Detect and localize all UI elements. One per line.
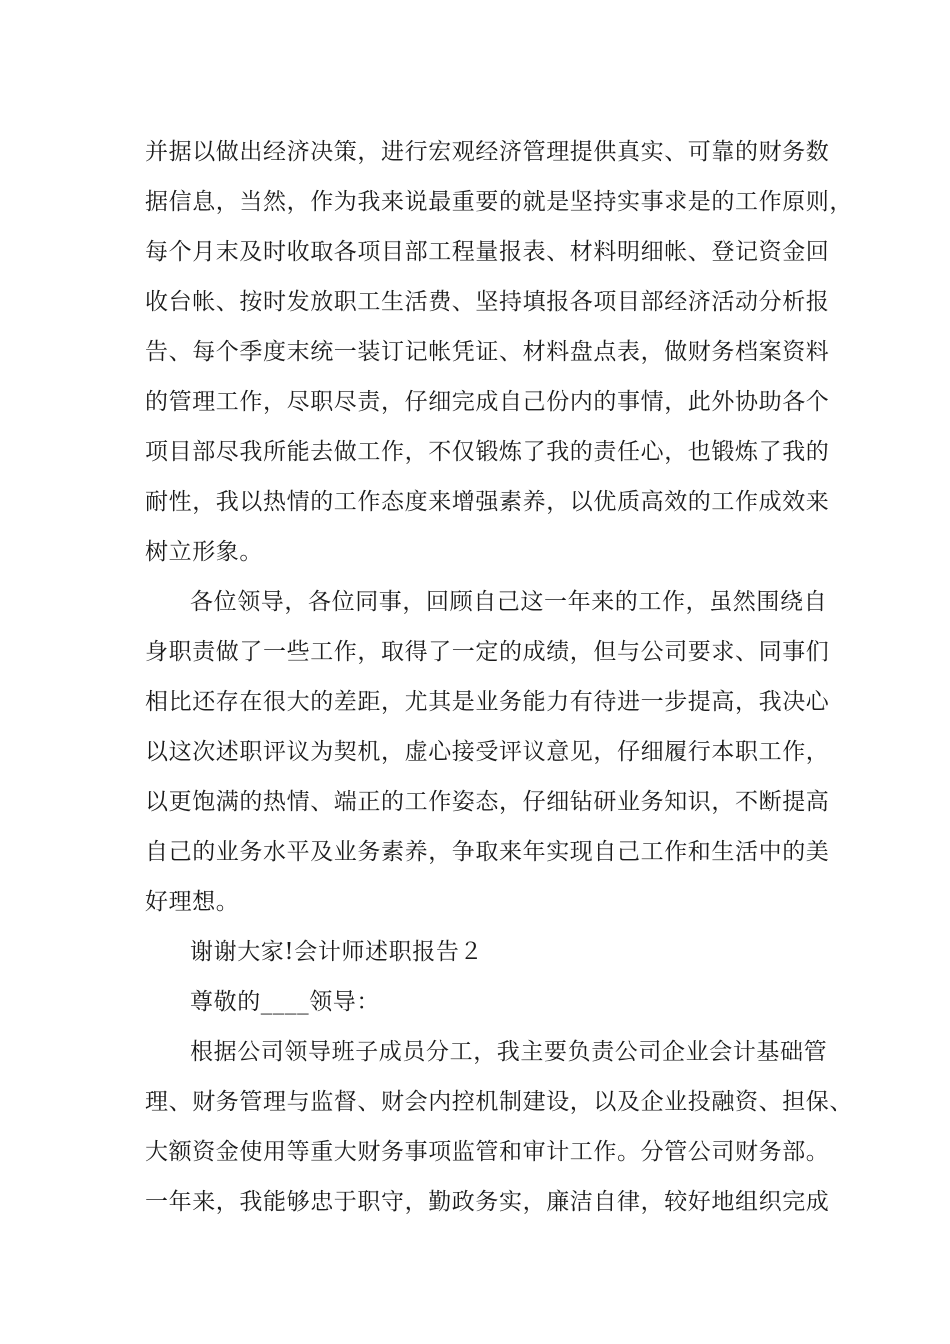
body-text-line: 项目部尽我所能去做工作，不仅锻炼了我的责任心，也锻炼了我的 bbox=[145, 439, 830, 465]
body-text-line: 树立形象。 bbox=[145, 539, 263, 565]
body-text-line: 告、每个季度末统一装订记帐凭证、材料盘点表，做财务档案资料 bbox=[145, 339, 830, 365]
body-text-line: 据信息，当然，作为我来说最重要的就是坚持实事求是的工作原则， bbox=[145, 189, 853, 215]
body-text-line: 好理想。 bbox=[145, 889, 240, 915]
body-text-line: 并据以做出经济决策，进行宏观经济管理提供真实、可靠的财务数 bbox=[145, 139, 830, 165]
body-text-line: 耐性，我以热情的工作态度来增强素养，以优质高效的工作成效来 bbox=[145, 489, 830, 515]
body-text-line: 相比还存在很大的差距，尤其是业务能力有待进一步提高，我决心 bbox=[145, 689, 830, 715]
body-text-line: 大额资金使用等重大财务事项监管和审计工作。分管公司财务部。 bbox=[145, 1139, 830, 1165]
body-text-line: 每个月末及时收取各项目部工程量报表、材料明细帐、登记资金回 bbox=[145, 239, 830, 265]
paragraph-first-line: 根据公司领导班子成员分工，我主要负责公司企业会计基础管 bbox=[190, 1039, 828, 1065]
section-title: 谢谢大家!会计师述职报告２ bbox=[190, 939, 484, 965]
body-text-line: 身职责做了一些工作，取得了一定的成绩，但与公司要求、同事们 bbox=[145, 639, 830, 665]
paragraph-first-line: 各位领导，各位同事，回顾自己这一年来的工作，虽然围绕自 bbox=[190, 589, 828, 615]
body-text-line: 的管理工作，尽职尽责，仔细完成自己份内的事情，此外协助各个 bbox=[145, 389, 830, 415]
body-text-line: 自己的业务水平及业务素养，争取来年实现自己工作和生活中的美 bbox=[145, 839, 830, 865]
salutation: 尊敬的____领导： bbox=[190, 989, 380, 1015]
body-text-line: 以更饱满的热情、端正的工作姿态，仔细钻研业务知识，不断提高 bbox=[145, 789, 830, 815]
body-text-line: 以这次述职评议为契机，虚心接受评议意见，仔细履行本职工作， bbox=[145, 739, 830, 765]
body-text-line: 一年来，我能够忠于职守，勤政务实，廉洁自律，较好地组织完成 bbox=[145, 1189, 830, 1215]
body-text-line: 收台帐、按时发放职工生活费、坚持填报各项目部经济活动分析报 bbox=[145, 289, 830, 315]
body-text-line: 理、财务管理与监督、财会内控机制建设，以及企业投融资、担保、 bbox=[145, 1089, 853, 1115]
